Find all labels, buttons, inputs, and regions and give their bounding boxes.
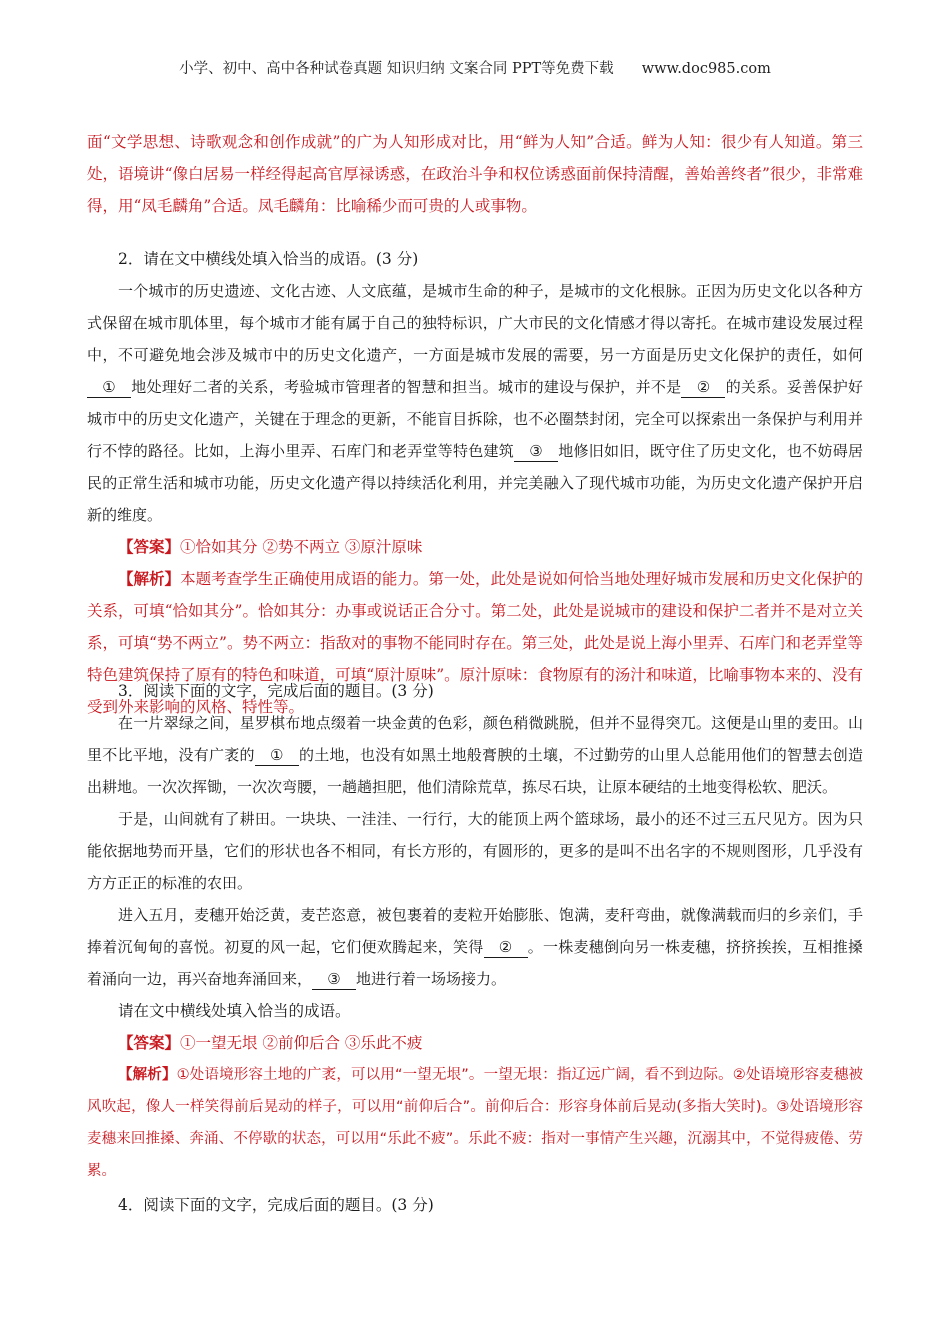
intro-explanation bbox=[87, 126, 863, 222]
passage-text: 地处理好二者的关系，考验城市管理者的智慧和担当。城市的建设与保护，并不是 bbox=[131, 378, 682, 396]
page-header bbox=[0, 57, 950, 78]
question-2-answer bbox=[87, 531, 863, 563]
question-3-paragraph-1 bbox=[87, 707, 863, 803]
answer-text: ①恰如其分 ②势不两立 ③原汁原味 bbox=[180, 538, 423, 556]
blank-1 bbox=[255, 745, 299, 766]
question-3-answer bbox=[87, 1027, 863, 1059]
question-2-passage bbox=[87, 275, 863, 531]
passage-text: 一个城市的历史遗迹、文化古迹、人文底蕴，是城市生命的种子，是城市的文化根脉。正因为历史文化以各种方式保留在城市肌体里，每个城市才能有属于自己的独特标识，广大市民的文化情感才得以寄托。在城市建设发展过程中，不可避免地会涉及城市中的历史文化遗产，一方面是城市发展的需要，另一方面是历史文化保护的责任，如何 bbox=[87, 282, 863, 364]
blank-3 bbox=[514, 441, 558, 462]
blank-2 bbox=[681, 377, 725, 398]
passage-text: 的关系。妥善保护好城市中的历史文化遗产，关键在于理念的更新，不能盲目拆除，也不必圈禁封闭，完全可以探索出一条保护与利用并行不悖的路径。比如，上海小里弄、石库门和老弄堂等特色建筑 bbox=[87, 378, 863, 460]
blank-1 bbox=[87, 377, 131, 398]
question-3-paragraph-3 bbox=[87, 899, 863, 995]
header-text: 小学、初中、高中各种试卷真题 知识归纳 文案合同 PPT等免费下载 bbox=[179, 61, 614, 77]
question-3 bbox=[87, 675, 863, 1187]
blank-number: ① bbox=[102, 378, 116, 396]
answer-text: ①一望无垠 ②前仰后合 ③乐此不疲 bbox=[180, 1034, 423, 1052]
passage-text: 的土地，也没有如黑土地般膏腴的土壤，不过勤劳的山里人总能用他们的智慧去创造出耕地。一次次挥锄，一次次弯腰，一趟趟担肥，他们清除荒草，拣尽石块，让原本硬结的土地变得松软、肥沃。 bbox=[87, 746, 863, 796]
blank-number: ② bbox=[696, 378, 711, 396]
answer-tag: 【答案】 bbox=[118, 1033, 181, 1052]
blank-3 bbox=[312, 969, 356, 990]
blank-number: ② bbox=[498, 938, 513, 956]
question-3-title: 3．阅读下面的文字，完成后面的题目。(3 分) bbox=[118, 682, 434, 700]
analysis-tag: 【解析】 bbox=[118, 1067, 177, 1083]
blank-2 bbox=[484, 937, 528, 958]
header-url[interactable]: www.doc985.com bbox=[641, 61, 771, 77]
intro-explanation-text: 面“文学思想、诗歌观念和创作成就”的广为人知形成对比，用“鲜为人知”合适。鲜为人知：很少有人知道。第三处，语境讲“像白居易一样经得起高官厚禄诱惑，在政治斗争和权位诱惑面前保持清醒，善始善终者”很少，非常难得，用“凤毛麟角”合适。凤毛麟角：比喻稀少而可贵的人或事物。 bbox=[87, 133, 863, 215]
analysis-text: ①处语境形容土地的广袤，可以用“一望无垠”。一望无垠：指辽远广阔，看不到边际。②处语境形容麦穗被风吹起，像人一样笑得前后晃动的样子，可以用“前仰后合”。前仰后合：形容身体前后晃动(多指大笑时)。③处语境形容麦穗来回推搡、奔涌、不停歇的状态，可以用“乐此不疲”。乐此不疲：指对一事情产生兴趣，沉溺其中，不觉得疲倦、劳累。 bbox=[87, 1067, 863, 1179]
question-3-analysis bbox=[87, 1059, 863, 1187]
passage-text: 进入五月，麦穗开始泛黄，麦芒恣意，被包裹着的麦粒开始膨胀、饱满，麦秆弯曲，就像满载而归的乡亲们，手捧着沉甸甸的喜悦。初夏的风一起，它们便欢腾起来，笑得 bbox=[87, 906, 863, 956]
passage-text: 。一株麦穗倒向另一株麦穗，挤挤挨挨，互相推搡着涌向一边，再兴奋地奔涌回来， bbox=[87, 938, 863, 988]
blank-number: ① bbox=[270, 746, 284, 764]
question-2 bbox=[87, 243, 863, 723]
blank-number: ③ bbox=[529, 442, 543, 460]
question-3-instruction: 请在文中横线处填入恰当的成语。 bbox=[118, 1002, 351, 1020]
analysis-text: 本题考查学生正确使用成语的能力。第一处，此处是说如何恰当地处理好城市发展和历史文化保护的关系，可填“恰如其分”。恰如其分：办事或说话正合分寸。第二处，此处是说城市的建设和保护二者并不是对立关系，可填“势不两立”。势不两立：指敌对的事物不能同时存在。第三处，此处是说上海小里弄、石库门和老弄堂等特色建筑保持了原有的特色和味道，可填“原汁原味”。原汁原味：食物原有的汤汁和味道，比喻事物本来的、没有受到外来影响的风格、特性等。 bbox=[87, 570, 863, 716]
question-4-title: 4．阅读下面的文字，完成后面的题目。(3 分) bbox=[118, 1196, 434, 1214]
question-3-paragraph-2: 于是，山间就有了耕田。一块块、一洼洼、一行行，大的能顶上两个篮球场，最小的还不过三五尺见方。因为只能依据地势而开垦，它们的形状也各不相同，有长方形的，有圆形的，更多的是叫不出名字的不规则图形，几乎没有方方正正的标准的农田。 bbox=[87, 810, 863, 892]
blank-number: ③ bbox=[327, 970, 341, 988]
answer-tag: 【答案】 bbox=[118, 537, 181, 556]
analysis-tag: 【解析】 bbox=[118, 569, 181, 588]
passage-text: 在一片翠绿之间，星罗棋布地点缀着一块金黄的色彩，颜色稍微跳脱，但并不显得突兀。这便是山里的麦田。山里不比平地，没有广袤的 bbox=[87, 714, 863, 764]
question-4 bbox=[87, 1189, 863, 1221]
question-2-title: 2．请在文中横线处填入恰当的成语。(3 分) bbox=[118, 250, 419, 268]
passage-text: 地进行着一场场接力。 bbox=[356, 970, 507, 988]
passage-text: 地修旧如旧，既守住了历史文化，也不妨碍居民的正常生活和城市功能，历史文化遗产得以持续活化利用，并完美融入了现代城市功能，为历史文化遗产保护开启新的维度。 bbox=[87, 442, 863, 524]
